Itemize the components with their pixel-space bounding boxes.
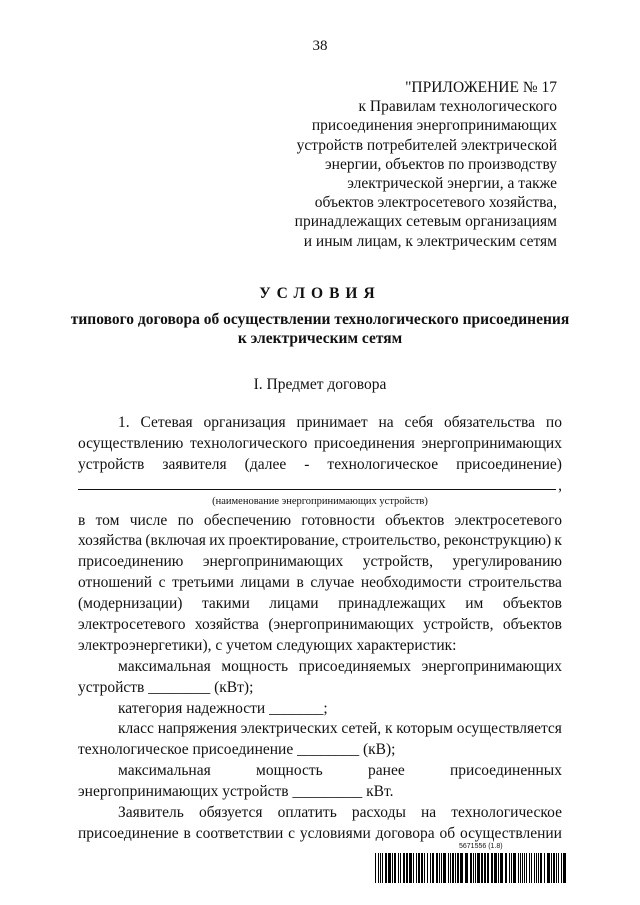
barcode-bar <box>487 853 489 883</box>
word: ранее <box>368 762 405 780</box>
subtitle-line: типового договора об осуществлении технологического присоединения <box>70 311 570 328</box>
barcode-bar <box>432 853 434 883</box>
word: числе <box>129 511 168 529</box>
word: лицами <box>269 595 319 613</box>
justified-line <box>78 718 562 739</box>
word: электрических <box>240 720 338 738</box>
barcode-bar <box>418 853 420 883</box>
appendix-line: электрической энергии, а также <box>347 175 557 193</box>
word: присоединение <box>78 824 179 842</box>
barcode-bar <box>531 853 532 883</box>
word: их <box>209 532 226 550</box>
word: обеспечению <box>203 511 292 529</box>
word: обязуется <box>198 804 263 822</box>
barcode-bar <box>398 853 399 883</box>
appendix-line: и иным лицам, к электрическим сетям <box>303 232 557 250</box>
word: принадлежащих <box>338 595 446 613</box>
appendix-line: объектов электросетевого хозяйства, <box>314 194 557 212</box>
barcode-bar <box>509 853 510 883</box>
barcode-bar <box>520 853 521 883</box>
justified-line <box>78 823 562 844</box>
word: класс <box>118 720 154 738</box>
barcode-bar <box>534 853 535 883</box>
word: об <box>439 824 456 842</box>
word: устройств <box>78 455 145 473</box>
word: присоединение) <box>456 455 562 473</box>
word: отношений <box>78 574 153 592</box>
word: технологического <box>190 434 308 452</box>
word: электросетевого <box>454 511 562 529</box>
word: по <box>177 511 194 529</box>
word: хозяйства <box>194 616 259 634</box>
word: максимальная <box>118 657 211 675</box>
word: электросетевого <box>78 616 186 634</box>
word: технологическое <box>451 804 562 822</box>
document-body <box>78 412 562 844</box>
barcode-bar <box>500 853 503 883</box>
justified-line <box>78 530 562 551</box>
word: готовности <box>301 511 375 529</box>
justified-line <box>78 614 562 635</box>
justified-line <box>78 433 562 454</box>
word: расходы <box>351 804 406 822</box>
word: устройств, <box>423 616 494 634</box>
barcode-bar <box>441 853 442 883</box>
barcode-bar <box>439 853 440 883</box>
word: осуществлении <box>459 824 562 842</box>
barcode-bar <box>556 853 557 883</box>
barcode-bar <box>394 853 396 883</box>
barcode-bar <box>388 853 391 883</box>
word: лицами <box>240 574 290 592</box>
word: третьими <box>172 574 234 592</box>
barcode-bar <box>460 853 463 883</box>
word: которым <box>396 720 453 738</box>
barcode-bar <box>561 853 562 883</box>
barcode-bar <box>484 853 486 883</box>
barcode-bar <box>544 853 545 883</box>
justified-line <box>78 656 562 677</box>
barcode <box>375 853 566 883</box>
word: (далее <box>244 455 287 473</box>
word: 1. <box>118 414 130 431</box>
justified-line <box>78 593 562 614</box>
barcode-bar <box>522 853 523 883</box>
barcode-bar <box>382 853 383 883</box>
barcode-bar <box>536 853 537 883</box>
appendix-line: устройств потребителей электрической <box>296 136 557 154</box>
justified-line <box>78 454 562 475</box>
word: объектов <box>385 511 445 529</box>
barcode-bar <box>424 853 425 883</box>
text-line: электроэнергетики), с учетом следующих характеристик: <box>78 636 457 654</box>
barcode-bar <box>436 853 438 883</box>
device-name-blank-line <box>78 475 562 496</box>
word: в <box>183 824 191 842</box>
barcode-bar <box>513 853 516 883</box>
barcode-bar <box>452 853 454 883</box>
justified-line <box>78 572 562 593</box>
subtitle-line: к электрическим сетям <box>237 330 403 347</box>
document-subtitle <box>0 310 640 348</box>
barcode-bar <box>540 853 542 883</box>
word: максимальная <box>118 762 211 780</box>
word: в <box>78 511 86 529</box>
barcode-bar <box>524 853 525 883</box>
page-number: 38 <box>312 38 328 54</box>
barcode-bar <box>457 853 459 883</box>
text-line: энергопринимающих устройств _________ кВт. <box>78 783 394 801</box>
word: устройств, <box>362 553 433 571</box>
barcode-bar <box>473 853 474 883</box>
barcode-bar <box>491 853 493 883</box>
barcode-bar <box>558 853 559 883</box>
barcode-bar <box>421 853 423 883</box>
word: мощность <box>256 762 323 780</box>
word: на <box>421 804 437 822</box>
word: на <box>378 414 394 431</box>
word: энергопринимающих <box>421 434 562 452</box>
word: случае <box>310 574 355 592</box>
word: договора <box>375 824 435 842</box>
barcode-bar <box>494 853 497 883</box>
barcode-bar <box>526 853 527 883</box>
word: сетей, <box>341 720 382 738</box>
barcode-bar <box>380 853 381 883</box>
justified-line <box>78 760 562 781</box>
justified-line <box>78 510 562 531</box>
barcode-bar <box>470 853 472 883</box>
barcode-bar <box>443 853 446 883</box>
barcode-bar <box>455 853 456 883</box>
word: мощность <box>221 657 289 675</box>
word: Заявитель <box>118 804 184 822</box>
barcode-bar <box>416 853 417 883</box>
word: (модернизации) <box>78 595 183 613</box>
appendix-line: к Правилам технологического <box>358 98 557 116</box>
section-heading: I. Предмет договора <box>253 376 387 393</box>
word: необходимости <box>360 574 462 592</box>
word: такими <box>201 595 250 613</box>
word: (включая <box>145 532 206 550</box>
word: строительства <box>468 574 562 592</box>
text-line: устройств ________ (кВт); <box>78 678 254 696</box>
appendix-line: "ПРИЛОЖЕНИЕ № 17 <box>405 79 557 96</box>
word: соответствии <box>195 824 284 842</box>
word: присоединения <box>314 434 415 452</box>
word: (энергопринимающих <box>268 616 414 634</box>
word: оплатить <box>277 804 337 822</box>
word: осуществлению <box>78 434 184 452</box>
barcode-bar <box>538 853 539 883</box>
word: урегулированию <box>452 553 562 571</box>
word: присоединяемых <box>298 657 411 675</box>
appendix-line: энергии, объектов по производству <box>325 155 557 173</box>
word: с <box>158 574 166 592</box>
word: проектирование, <box>228 532 339 550</box>
barcode-bar <box>563 853 566 883</box>
word: заявителя <box>162 455 227 473</box>
barcode-bar <box>430 853 431 883</box>
word: принимает <box>296 414 368 431</box>
word: с <box>288 824 296 842</box>
barcode-bar <box>475 853 476 883</box>
barcode-bar <box>518 853 519 883</box>
justified-line <box>78 412 562 433</box>
blank-caption: (наименование энергопринимающих устройств) <box>212 495 428 507</box>
barcode-bar <box>477 853 480 883</box>
text-line: технологическое присоединение ________ (кВ); <box>78 741 396 759</box>
word: реконструкцию) <box>443 532 552 550</box>
barcode-bar <box>465 853 468 883</box>
appendix-line: присоединения энергопринимающих <box>311 117 557 135</box>
barcode-bar <box>448 853 449 883</box>
word: обязательства <box>443 414 536 431</box>
barcode-bar <box>553 853 555 883</box>
word: организация <box>203 414 286 431</box>
word: - <box>304 455 310 473</box>
barcode-bar <box>450 853 451 883</box>
barcode-bar <box>392 853 393 883</box>
barcode-bar <box>409 853 412 883</box>
word: условиями <box>299 824 371 842</box>
word: присоединенных <box>450 762 562 780</box>
appendix-header <box>227 78 557 251</box>
word: энергопринимающих <box>202 553 344 571</box>
word: к <box>554 532 562 550</box>
word: строительство, <box>341 532 441 550</box>
device-name-blank[interactable] <box>78 475 556 490</box>
barcode-bar <box>413 853 414 883</box>
word: присоединению <box>78 553 184 571</box>
barcode-bar <box>427 853 428 883</box>
text-line: категория надежности _______; <box>118 699 328 717</box>
word: хозяйства <box>78 532 143 550</box>
word: объектов <box>502 616 562 634</box>
barcode-number: 5671556 (1.8) <box>459 843 503 850</box>
blank-comma: , <box>558 476 562 494</box>
word: технологическое <box>327 455 439 473</box>
word: напряжения <box>157 720 237 738</box>
word: по <box>545 414 562 431</box>
barcode-bar <box>403 853 405 883</box>
barcode-bar <box>529 853 530 883</box>
appendix-line: принадлежащих сетевым организациям <box>294 213 557 231</box>
word: к <box>384 720 393 738</box>
word: энергопринимающих <box>421 657 562 675</box>
word: объектов <box>502 595 562 613</box>
justified-line <box>78 802 562 823</box>
barcode-bar <box>385 853 387 883</box>
barcode-bar <box>406 853 408 883</box>
word: Сетевая <box>140 414 193 431</box>
document-title: УСЛОВИЯ <box>259 285 381 302</box>
barcode-bar <box>505 853 507 883</box>
barcode-bar <box>378 853 379 883</box>
barcode-bar <box>481 853 483 883</box>
barcode-bar <box>547 853 550 883</box>
word: им <box>465 595 484 613</box>
justified-line <box>78 551 562 572</box>
barcode-bar <box>511 853 512 883</box>
word: осуществляется <box>456 720 562 738</box>
barcode-bar <box>400 853 401 883</box>
word: в <box>296 574 304 592</box>
barcode-bar <box>375 853 376 883</box>
word: том <box>95 511 120 529</box>
word: себя <box>404 414 434 431</box>
barcode-bar <box>551 853 552 883</box>
barcode-bar <box>498 853 499 883</box>
